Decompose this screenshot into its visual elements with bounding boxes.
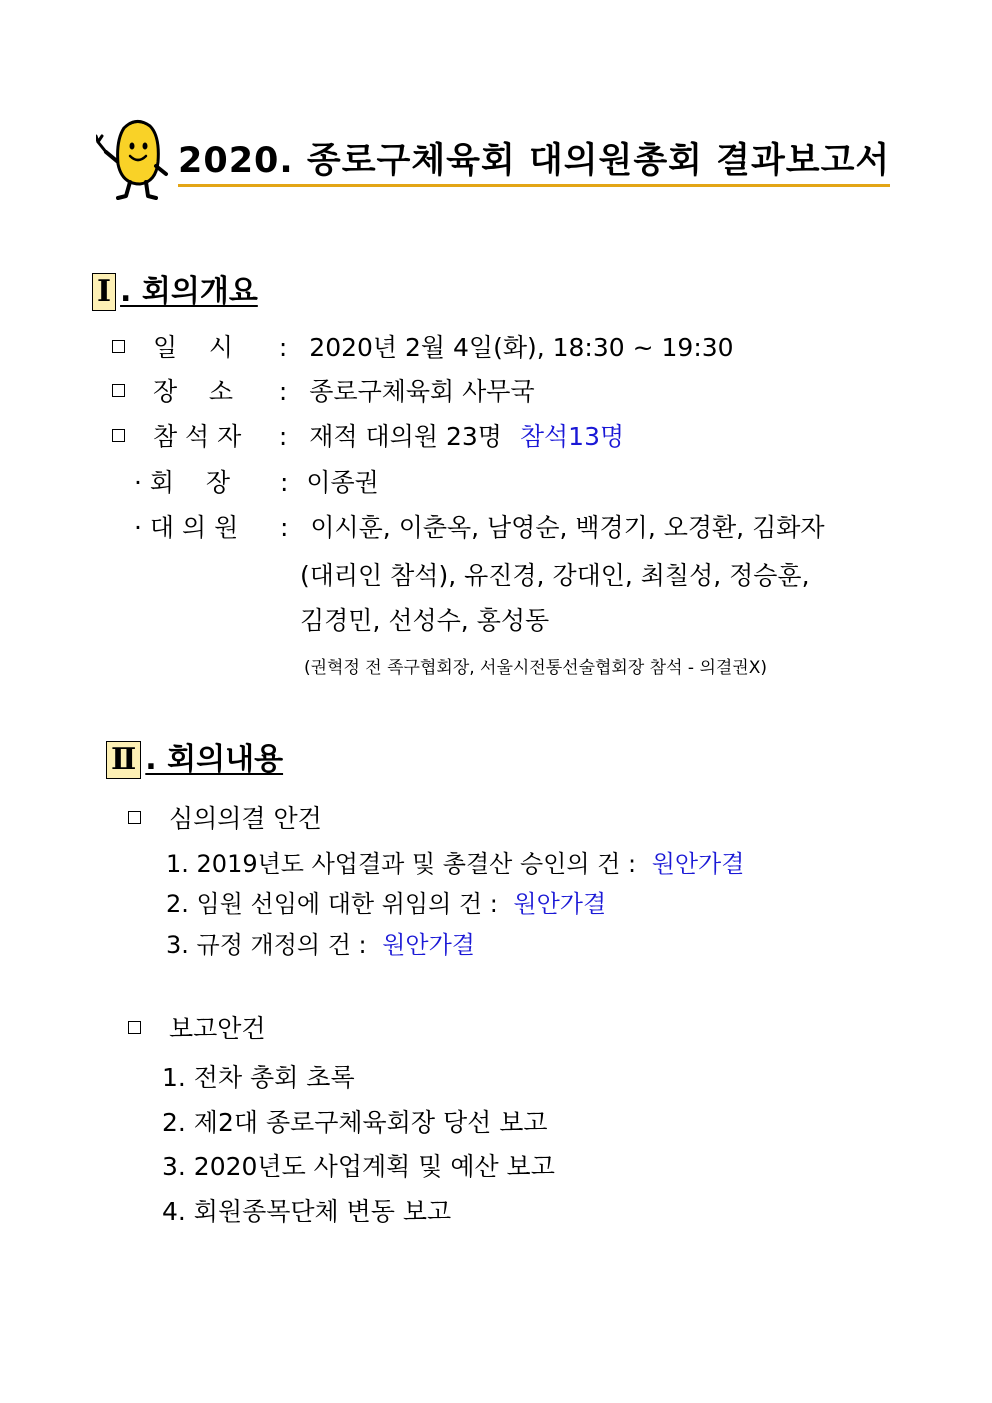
overview-item-attendees [112, 420, 624, 454]
deliberation-item-text: 1. 2019년도 사업결과 및 총결산 승인의 건 : [166, 850, 637, 878]
deliberation-item [166, 848, 744, 880]
deliberation-item [166, 888, 606, 920]
overview-label: 일 시 [152, 333, 234, 362]
chair-name: 이종권 [306, 468, 379, 497]
square-bullet-icon [112, 340, 125, 353]
section-2-title: . 회의내용 [145, 742, 284, 777]
section-2-numeral: Ⅱ [106, 741, 141, 779]
deliberation-result: 원안가결 [382, 931, 475, 959]
overview-value: 2020년 2월 4일(화), 18:30 ~ 19:30 [309, 333, 734, 362]
chair-sep: : [279, 468, 289, 497]
delegates-line-2: (대리인 참석), 유진경, 강대인, 최칠성, 정승훈, [300, 561, 810, 590]
overview-sep: : [278, 333, 288, 362]
square-bullet-icon [112, 384, 125, 397]
overview-label: 참 석 자 [152, 422, 242, 451]
deliberation-result: 원안가결 [651, 850, 745, 878]
overview-sep: : [278, 377, 288, 406]
deliberation-item [166, 929, 475, 961]
delegates-line-1 [134, 511, 825, 545]
delegates-line-3: 김경민, 선성수, 홍성동 [300, 606, 550, 635]
delegates-note: (권혁정 전 족구협회장, 서울시전통선술협회장 참석 - 의결권X) [304, 658, 767, 678]
overview-sep: : [278, 422, 288, 451]
report-heading [128, 1012, 266, 1046]
chair-line [134, 466, 379, 500]
delegates-sep: : [279, 513, 289, 542]
section-1-title: . 회의개요 [120, 274, 258, 309]
deliberation-item-text: 3. 규정 개정의 건 : [166, 931, 367, 959]
page-title: 2020. 종로구체육회 대의원총회 결과보고서 [178, 140, 890, 187]
mascot-character-icon [96, 112, 176, 202]
overview-value: 재적 대의원 23명 [309, 422, 502, 451]
section-1-numeral: Ⅰ [92, 273, 116, 311]
deliberation-heading-text: 심의의결 안건 [168, 804, 322, 833]
attendance-count: 참석13명 [519, 422, 625, 451]
delegates-label: · 대 의 원 [134, 513, 239, 542]
overview-value: 종로구체육회 사무국 [309, 377, 535, 406]
square-bullet-icon [128, 811, 141, 824]
section-1-heading [92, 272, 258, 312]
overview-item-place [112, 375, 535, 409]
square-bullet-icon [128, 1021, 141, 1034]
report-item: 2. 제2대 종로구체육회장 당선 보고 [162, 1108, 548, 1137]
report-heading-text: 보고안건 [168, 1014, 266, 1043]
report-item: 1. 전차 총회 초록 [162, 1063, 355, 1092]
section-2-heading [106, 740, 283, 780]
overview-item-datetime [112, 331, 734, 365]
report-item: 4. 회원종목단체 변동 보고 [162, 1197, 452, 1226]
chair-label: · 회 장 [134, 468, 230, 497]
deliberation-result: 원안가결 [513, 890, 607, 918]
deliberation-item-text: 2. 임원 선임에 대한 위임의 건 : [166, 890, 498, 918]
overview-label: 장 소 [152, 377, 234, 406]
deliberation-heading [128, 802, 322, 836]
square-bullet-icon [112, 429, 125, 442]
report-item: 3. 2020년도 사업계획 및 예산 보고 [162, 1152, 555, 1181]
delegates-names: 이시훈, 이춘옥, 남영순, 백경기, 오경환, 김화자 [310, 513, 825, 542]
